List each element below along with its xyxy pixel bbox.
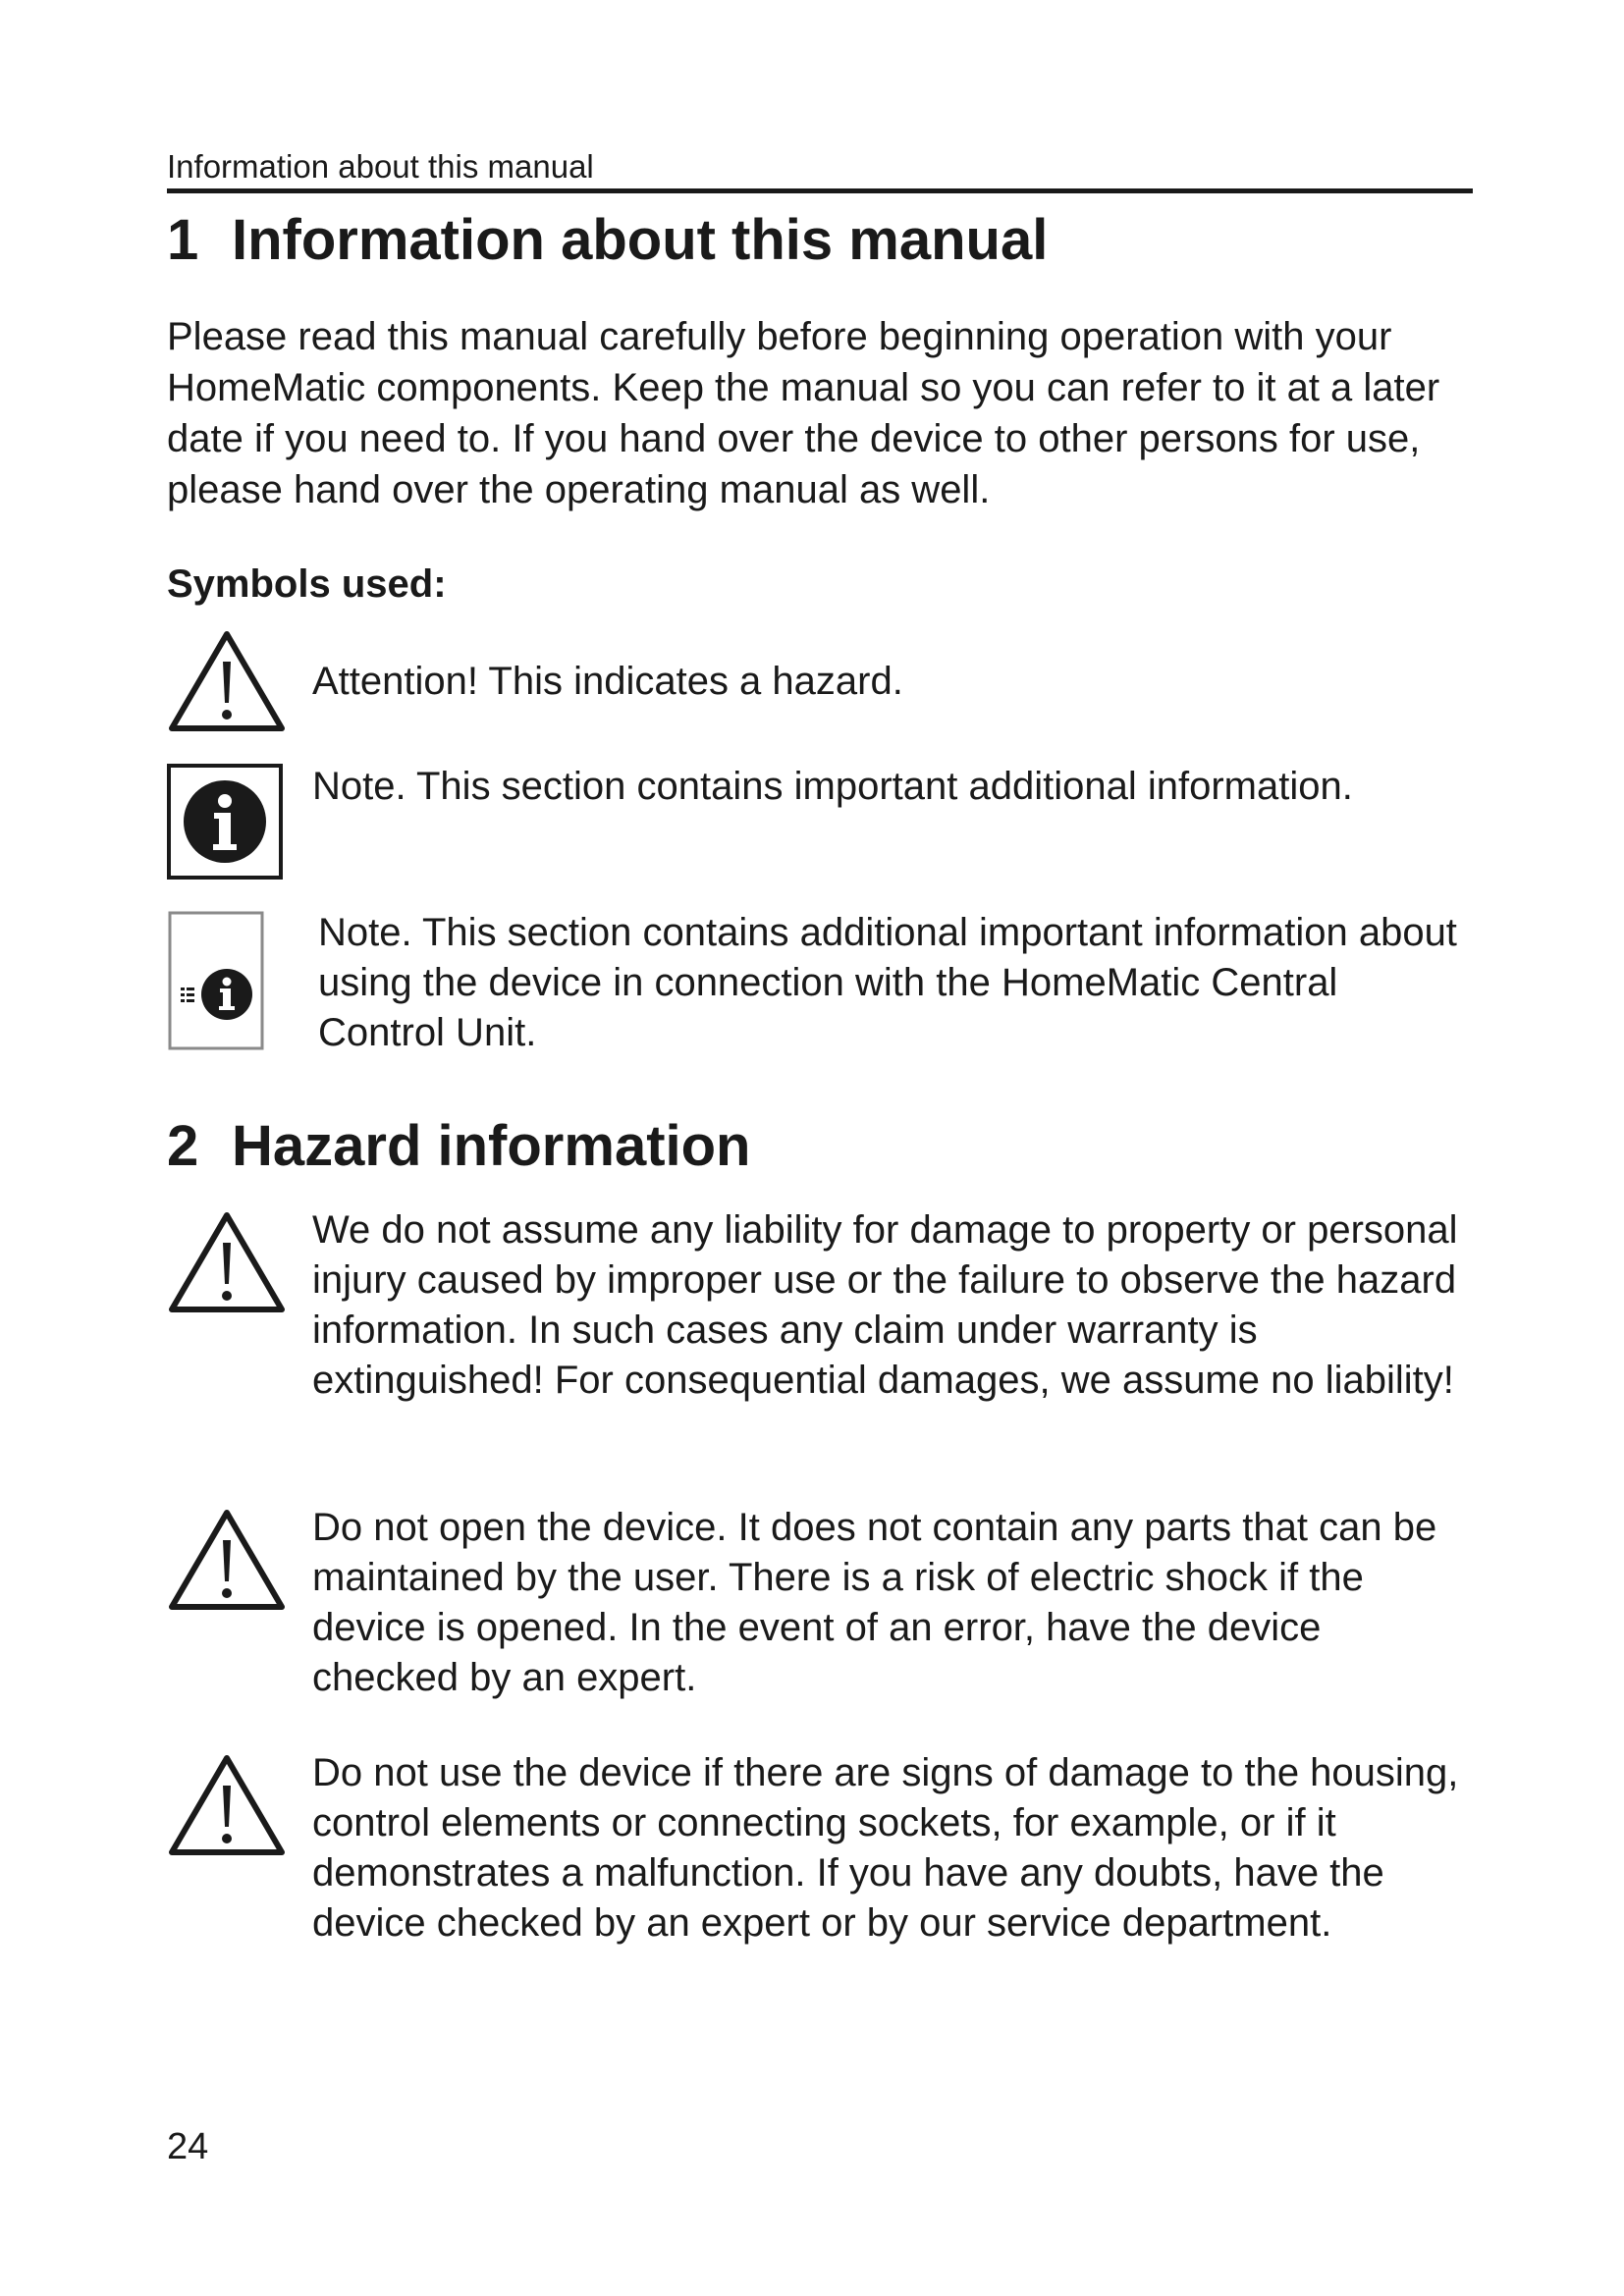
running-header: Information about this manual (167, 147, 1473, 193)
warning-triangle-icon (167, 1752, 287, 1858)
hazard-do-not-open-text: Do not open the device. It does not contain any parts that can be maintained by the user. There is a risk of electric shock if the device is opened. In the event of an error, have the device checked by an expert. (312, 1506, 1437, 1699)
symbols-heading: Symbols used: (167, 562, 447, 606)
warning-triangle-icon (167, 628, 287, 734)
section-2-number: 2 (167, 1114, 199, 1178)
section-2-heading (167, 1114, 751, 1179)
manual-page (167, 0, 1473, 2296)
symbol-note-text: Note. This section contains important additional information. (312, 765, 1353, 808)
warning-triangle-icon (167, 1507, 287, 1613)
section-2-title: Hazard information (232, 1114, 751, 1178)
info-icon (167, 764, 283, 880)
section-1-title: Information about this manual (232, 208, 1049, 272)
warning-triangle-icon (167, 1209, 287, 1315)
central-control-info-icon (167, 910, 265, 1051)
symbol-row-central-control (167, 908, 1473, 1055)
symbol-central-control-text: Note. This section contains additional important information about using the device in connection with the HomeMatic Central Control Unit. (318, 911, 1457, 1054)
section-1-intro: Please read this manual carefully before beginning operation with your HomeMatic components. Keep the manual so you can refer to it at a later date if you need to. If you hand over the device to other persons for use, please hand over the operating manual as well. (167, 315, 1440, 511)
symbol-row-attention (167, 628, 1473, 736)
symbol-attention-text: Attention! This indicates a hazard. (312, 660, 903, 703)
page-number: 24 (167, 2126, 209, 2167)
hazard-item-do-not-open (167, 1503, 1473, 1709)
hazard-item-damage (167, 1748, 1473, 2003)
hazard-damage-text: Do not use the device if there are signs of damage to the housing, control elements or connecting sockets, for example, or if it demonstrates a malfunction. If you have any doubts, have the device checked by an expert or by our service department. (312, 1751, 1459, 1945)
section-1-number: 1 (167, 208, 199, 272)
hazard-liability-text: We do not assume any liability for damage to property or personal injury caused by improper use or the failure to observe the hazard information. In such cases any claim under warranty is extinguished! For consequential damages, we assume no liability! (312, 1208, 1458, 1402)
hazard-item-liability (167, 1205, 1473, 1461)
section-1-heading (167, 208, 1048, 273)
symbol-row-note (167, 762, 1473, 881)
